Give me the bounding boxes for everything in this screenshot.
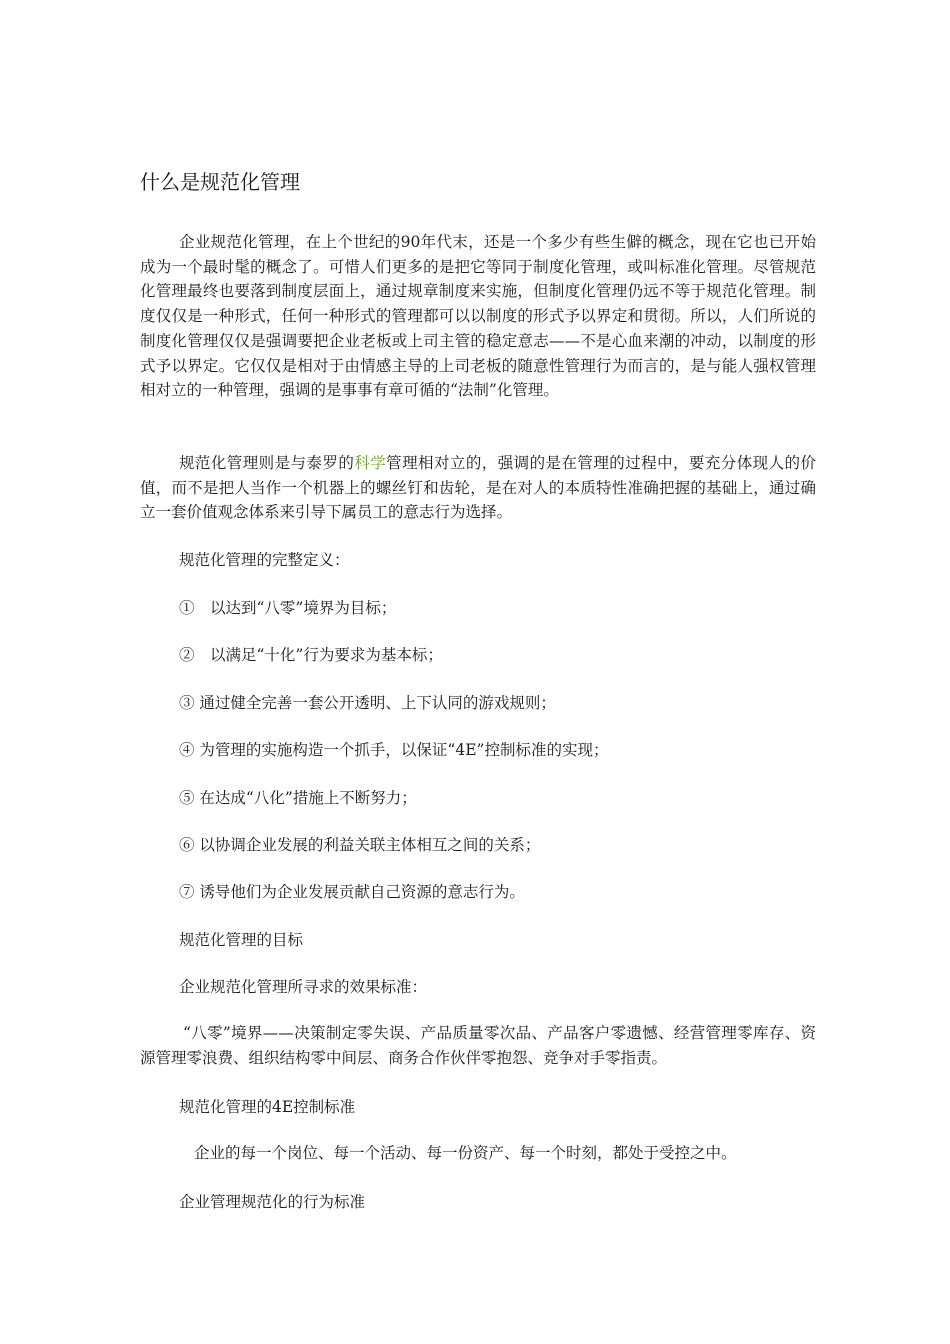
para2-text-before: 规范化管理则是与泰罗的 xyxy=(179,454,355,472)
list-item: ⑦ 诱导他们为企业发展贡献自己资源的意志行为。 xyxy=(179,883,525,901)
list-item: ④ 为管理的实施构造一个抓手，以保证“4E”控制标准的实现； xyxy=(179,741,609,759)
list-item: ② 以满足“十化”行为要求为基本标； xyxy=(179,646,443,664)
goal-heading: 规范化管理的目标 xyxy=(179,931,304,949)
list-item: ⑥ 以协调企业发展的利益关联主体相互之间的关系； xyxy=(179,836,541,854)
para2-text-after: 管理相对立的，强调的是在管理的过程中，要充分体现人的价值，而不是把人当作一个机器上的螺丝钉和齿轮，是在对人的本质特性准确把握的基础上，通过确立一套价值观念体系来引导下属员工的意志行为选择。 xyxy=(140,454,816,522)
page-title: 什么是规范化管理 xyxy=(140,170,300,194)
effect-heading: 企业规范化管理所寻求的效果标准： xyxy=(179,978,428,996)
behavior-heading: 企业管理规范化的行为标准 xyxy=(179,1193,366,1211)
science-link[interactable]: 科学 xyxy=(354,454,387,472)
definition-heading: 规范化管理的完整定义： xyxy=(179,551,350,569)
list-item: ③ 通过健全完善一套公开透明、上下认同的游戏规则； xyxy=(179,694,556,712)
list-item: ⑤ 在达成“八化”措施上不断努力； xyxy=(179,789,417,807)
fourE-heading: 规范化管理的4E控制标准 xyxy=(179,1098,356,1116)
second-paragraph xyxy=(140,451,816,525)
fourE-text: 企业的每一个岗位、每一个活动、每一份资产、每一个时刻，都处于受控之中。 xyxy=(194,1144,737,1162)
intro-paragraph: 企业规范化管理，在上个世纪的90年代末，还是一个多少有些生僻的概念，现在它也已开始成为一个最时髦的概念了。可惜人们更多的是把它等同于制度化管理，或叫标准化管理。尽管规范化管理最终也要落到制度层面上，通过规章制度来实施，但制度化管理仍远不等于规范化管理。制度仅仅是一种形式，任何一种形式的管理都可以以制度的形式予以界定和贯彻。所以，人们所说的制度化管理仅仅是强调要把企业老板或上司主管的稳定意志——不是心血来潮的冲动，以制度的形式予以界定。它仅仅是相对于由情感主导的上司老板的随意性管理行为而言的，是与能人强权管理相对立的一种管理，强调的是事事有章可循的“法制”化管理。 xyxy=(140,233,816,400)
eight-zero-paragraph: “八零”境界——决策制定零失误、产品质量零次品、产品客户零遗憾、经营管理零库存、资源管理零浪费、组织结构零中间层、商务合作伙伴零抱怨、竞争对手零指责。 xyxy=(140,1024,816,1067)
list-item: ① 以达到“八零”境界为目标； xyxy=(179,599,397,617)
